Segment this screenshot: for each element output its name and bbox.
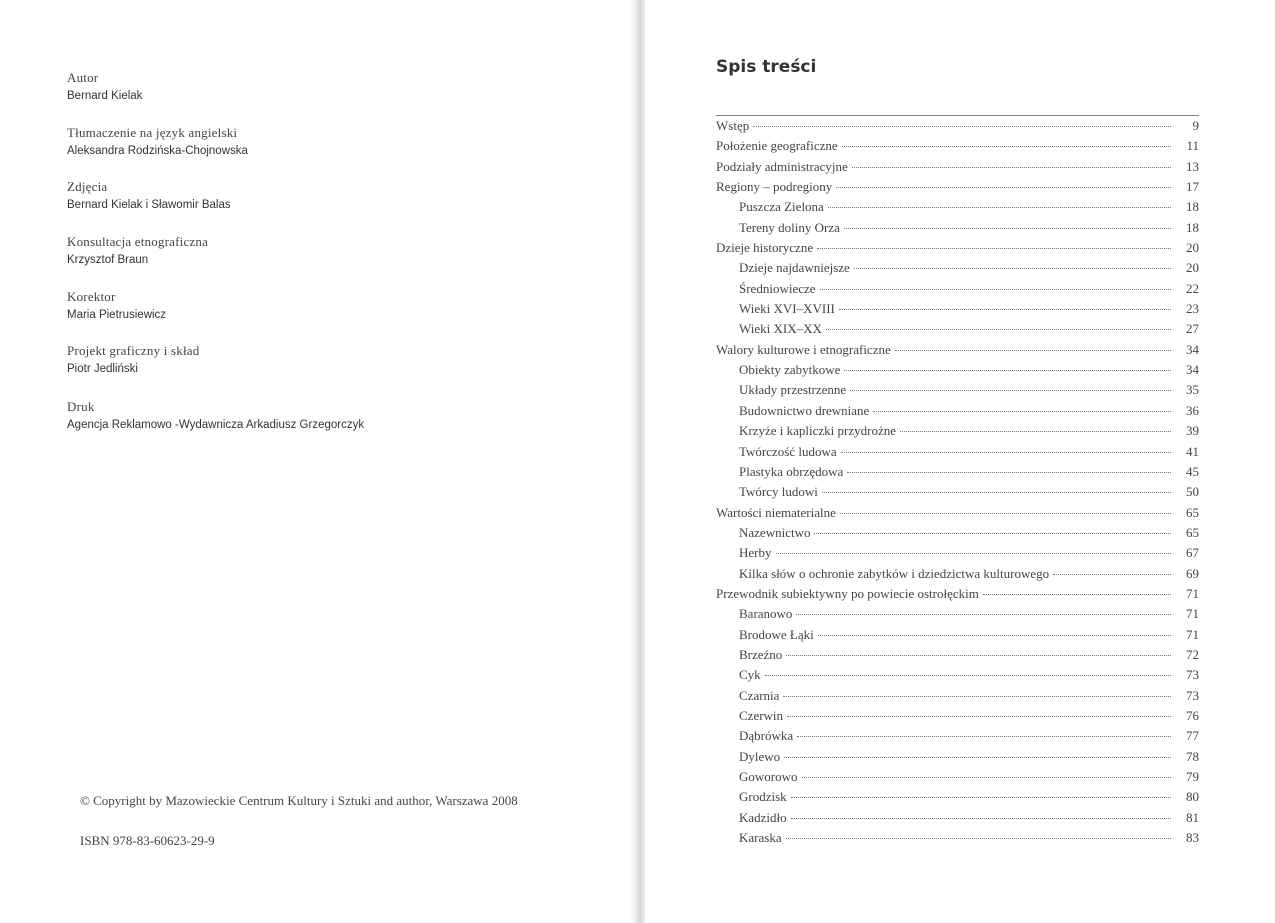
toc-entry-title: Tereny doliny Orza [739, 219, 840, 235]
toc-entry-title: Puszcza Zielona [739, 199, 824, 215]
credit-block [67, 398, 364, 434]
toc-entry-title: Dąbrówka [739, 728, 794, 744]
toc-entry-title: Herby [739, 545, 772, 561]
toc-entry-title: Krzyże i kapliczki przydrożne [739, 423, 897, 439]
toc-dot-leader [802, 776, 1172, 778]
toc-entry [716, 625, 1199, 645]
toc-page-number: 22 [1186, 280, 1199, 296]
toc-dot-leader [844, 227, 1171, 229]
toc-page-number: 11 [1186, 138, 1199, 154]
right-page [645, 0, 1275, 923]
toc-entry [716, 726, 1199, 746]
toc-entry-title: Czerwin [739, 707, 784, 723]
toc-dot-leader [822, 491, 1171, 493]
toc-page-number: 78 [1186, 748, 1199, 764]
toc-dot-leader [847, 471, 1171, 473]
toc-entry-title: Brodowe Łąki [739, 626, 814, 642]
toc-entry [716, 604, 1199, 624]
toc-entry [716, 258, 1199, 278]
toc-entry [716, 279, 1199, 299]
toc-entry [716, 482, 1199, 502]
toc-entry [716, 442, 1199, 462]
toc-dot-leader [841, 451, 1171, 453]
toc-entry-title: Twórcy ludowi [739, 484, 818, 500]
toc-entry-title: Brzeźno [739, 646, 783, 662]
toc-page-number: 18 [1186, 199, 1199, 215]
toc-page-number: 77 [1186, 728, 1199, 744]
toc-entry [716, 828, 1199, 848]
toc-entry [716, 401, 1199, 421]
toc-dot-leader [791, 817, 1171, 819]
copyright-notice: © Copyright by Mazowieckie Centrum Kultury i Sztuki and author, Warszawa 2008 [80, 793, 518, 808]
toc-entry [716, 564, 1199, 584]
toc-entry-title: Wieki XVI–XVIII [739, 301, 835, 317]
credit-block [67, 288, 166, 324]
toc-entry [716, 238, 1199, 258]
credit-value: Bernard Kielak i Sławomir Balas [67, 199, 231, 211]
toc-page-number: 67 [1186, 545, 1199, 561]
toc-entry-title: Nazewnictwo [739, 524, 811, 540]
toc-entry [716, 503, 1199, 523]
toc-entry [716, 767, 1199, 787]
credit-label: Zdjęcia [67, 179, 108, 194]
toc-entry-title: Położenie geograficzne [716, 138, 838, 154]
left-page [0, 0, 637, 923]
toc-entry-title: Dylewo [739, 748, 781, 764]
credit-label: Projekt graficzny i skład [67, 343, 200, 358]
toc-page-number: 71 [1186, 626, 1199, 642]
toc-dot-leader [873, 410, 1171, 412]
credit-label: Korektor [67, 289, 116, 304]
toc-entry [716, 747, 1199, 767]
toc-dot-leader [787, 715, 1171, 717]
toc-entry [716, 380, 1199, 400]
toc-page-number: 81 [1186, 809, 1199, 825]
toc-entry [716, 136, 1199, 156]
toc-entry [716, 197, 1199, 217]
toc-entry [716, 360, 1199, 380]
toc-entry-title: Kilka słów o ochronie zabytków i dziedzictwa kulturowego [739, 565, 1050, 581]
toc-page-number: 39 [1186, 423, 1199, 439]
credit-label: Autor [67, 70, 99, 85]
toc-page-number: 80 [1186, 789, 1199, 805]
toc-entry-title: Baranowo [739, 606, 793, 622]
credit-value: Maria Pietrusiewicz [67, 309, 167, 321]
toc-dot-leader [786, 654, 1171, 656]
toc-dot-leader [852, 166, 1171, 168]
toc-dot-leader [840, 512, 1171, 514]
toc-page-number: 65 [1186, 524, 1199, 540]
toc-page-number: 71 [1186, 606, 1199, 622]
toc-entry-title: Budownictwo drewniane [739, 402, 870, 418]
toc-dot-leader [828, 206, 1171, 208]
toc-entry-title: Obiekty zabytkowe [739, 362, 841, 378]
toc-page-number: 79 [1186, 769, 1199, 784]
toc-entry-title: Kadzidło [739, 809, 787, 825]
toc-page-number: 27 [1186, 321, 1199, 337]
toc-entry [716, 808, 1199, 828]
toc-entry [716, 421, 1199, 441]
toc-entry-title: Średniowiecze [739, 280, 816, 296]
credit-label: Tłumaczenie na język angielski [67, 125, 238, 140]
toc-dot-leader [854, 267, 1171, 269]
toc-entry [716, 665, 1199, 685]
toc-entry [716, 116, 1199, 136]
toc-entry-title: Podziały administracyjne [716, 158, 848, 174]
toc-dot-leader [817, 247, 1171, 249]
toc-dot-leader [826, 328, 1171, 330]
toc-page-number: 50 [1186, 484, 1199, 500]
toc-entry-title: Układy przestrzenne [739, 382, 847, 398]
credit-label: Konsultacja etnograficzna [67, 234, 209, 249]
toc-entry-title: Dzieje historyczne [716, 240, 814, 256]
toc-dot-leader [796, 613, 1171, 615]
toc-dot-leader [783, 695, 1171, 697]
toc-entry [716, 462, 1199, 482]
toc-entry [716, 157, 1199, 177]
toc-dot-leader [836, 186, 1171, 188]
toc-entry-title: Wieki XIX–XX [739, 321, 822, 337]
toc-entry [716, 340, 1199, 360]
toc-page-number: 20 [1186, 240, 1199, 256]
toc-dot-leader [784, 756, 1171, 758]
credit-block [67, 69, 142, 105]
toc-page-number: 20 [1186, 260, 1199, 276]
toc-dot-leader [814, 532, 1171, 534]
toc-page-number: 34 [1186, 362, 1199, 378]
toc-page-number: 23 [1186, 301, 1199, 317]
toc-dot-leader [753, 125, 1171, 127]
toc-dot-leader [895, 349, 1171, 351]
toc-dot-leader [797, 735, 1171, 737]
credit-block [67, 124, 248, 160]
toc-page-number: 72 [1186, 646, 1199, 662]
credit-label: Druk [67, 399, 95, 414]
toc-page-number: 34 [1186, 341, 1199, 357]
toc-page-number: 76 [1186, 707, 1199, 723]
toc-entry-title: Regiony – podregiony [716, 179, 833, 195]
toc-page-number: 45 [1186, 463, 1199, 479]
toc-dot-leader [791, 796, 1171, 798]
isbn-number: ISBN 978-83-60623-29-9 [80, 833, 215, 848]
toc-page-number: 73 [1186, 687, 1199, 703]
toc-dot-leader [820, 288, 1171, 290]
toc-entry-title: Karaska [739, 830, 782, 846]
toc-page-number: 65 [1186, 504, 1199, 520]
toc-entry [716, 787, 1199, 807]
toc-dot-leader [765, 674, 1171, 676]
toc-entry [716, 523, 1199, 543]
toc-page-number: 36 [1186, 402, 1199, 418]
toc-page-number: 41 [1186, 443, 1199, 459]
toc-entry-title: Plastyka obrzędowa [739, 463, 844, 479]
toc-dot-leader [983, 593, 1171, 595]
credit-block [67, 233, 208, 269]
toc-page-number: 13 [1186, 158, 1199, 174]
toc-page-number: 9 [1192, 118, 1199, 133]
toc-dot-leader [1053, 573, 1171, 575]
toc-entry [716, 584, 1199, 604]
credit-value: Aleksandra Rodzińska-Chojnowska [67, 145, 248, 157]
toc-page-number: 69 [1186, 565, 1199, 581]
toc-title: Spis treści [716, 57, 817, 77]
toc-entry [716, 706, 1199, 726]
toc-entry [716, 686, 1199, 706]
toc-page-number: 17 [1186, 179, 1199, 195]
toc-entry-title: Wartości niematerialne [716, 504, 836, 520]
toc-entry [716, 645, 1199, 665]
toc-dot-leader [842, 145, 1171, 147]
toc-entry-title: Przewodnik subiektywny po powiecie ostrołęckim [716, 585, 979, 601]
toc-dot-leader [786, 837, 1171, 839]
toc-list [716, 115, 1199, 848]
toc-page-number: 83 [1186, 830, 1199, 846]
credit-value: Bernard Kielak [67, 90, 143, 102]
toc-entry-title: Grodzisk [739, 789, 787, 805]
toc-dot-leader [900, 430, 1171, 432]
toc-page-number: 71 [1186, 585, 1199, 601]
credit-value: Krzysztof Braun [67, 254, 149, 266]
toc-entry-title: Czarnia [739, 687, 780, 703]
toc-dot-leader [776, 552, 1172, 554]
toc-dot-leader [818, 634, 1171, 636]
toc-dot-leader [850, 389, 1171, 391]
credit-block [67, 178, 231, 214]
toc-entry-title: Dzieje najdawniejsze [739, 260, 850, 276]
toc-entry-title: Goworowo [739, 769, 798, 784]
toc-page-number: 35 [1186, 382, 1199, 398]
toc-dot-leader [844, 369, 1171, 371]
toc-entry [716, 299, 1199, 319]
credit-value: Agencja Reklamowo -Wydawnicza Arkadiusz Grzegorczyk [67, 419, 365, 431]
toc-entry-title: Walory kulturowe i etnograficzne [716, 341, 891, 357]
toc-entry-title: Wstęp [716, 118, 750, 133]
credit-value: Piotr Jedliński [67, 363, 138, 375]
toc-dot-leader [839, 308, 1171, 310]
toc-entry [716, 319, 1199, 339]
toc-page-number: 18 [1186, 219, 1199, 235]
credit-block [67, 342, 199, 378]
toc-entry-title: Twórczość ludowa [739, 443, 837, 459]
toc-entry [716, 177, 1199, 197]
toc-entry [716, 218, 1199, 238]
toc-page-number: 73 [1186, 667, 1199, 683]
toc-entry-title: Cyk [739, 667, 761, 683]
toc-entry [716, 543, 1199, 563]
